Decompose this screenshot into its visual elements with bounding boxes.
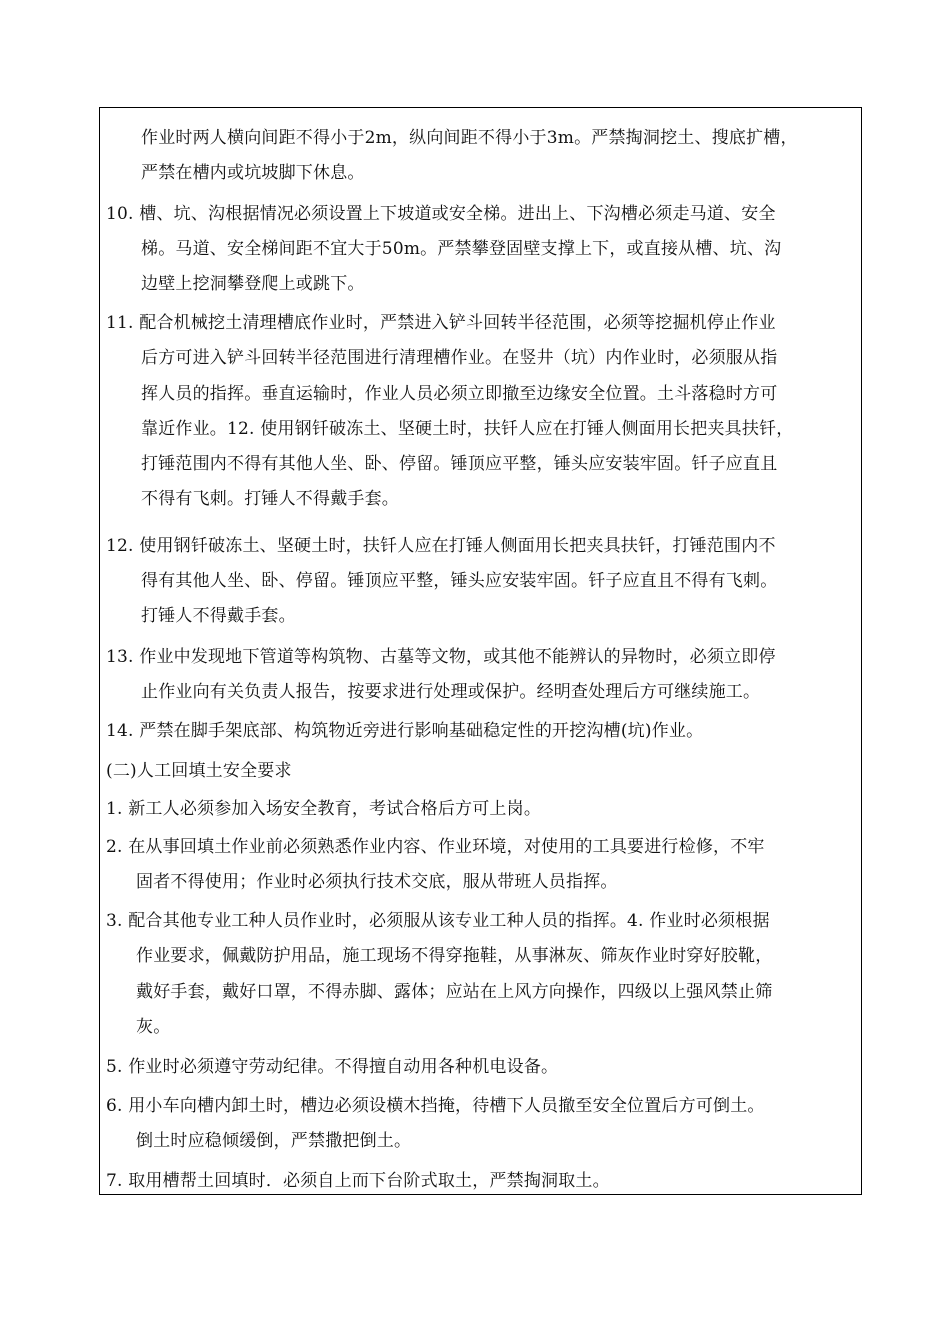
item-13-line-2: 止作业向有关负责人报告，按要求进行处理或保护。经明查处理后方可继续施工。 <box>141 682 761 702</box>
item-10-line-2: 梯。马道、安全梯间距不宜大于50m。严禁攀登固壁支撑上下，或直接从槽、坑、沟 <box>141 239 782 259</box>
item-13-line-1: 13. 作业中发现地下管道等构筑物、古墓等文物，或其他不能辨认的异物时，必须立即停 <box>106 647 776 667</box>
item-10-line-3: 边壁上挖洞攀登爬上或跳下。 <box>141 274 365 294</box>
backfill-item-7: 7. 取用槽帮土回填时．必须自上而下台阶式取土，严禁掏洞取土。 <box>106 1171 610 1191</box>
section-heading: (二)人工回填土安全要求 <box>106 761 292 781</box>
backfill-item-2-line-1: 2. 在从事回填土作业前必须熟悉作业内容、作业环境，对使用的工具要进行检修，不牢 <box>106 837 765 857</box>
document-frame <box>99 107 862 1195</box>
item-11-line-5: 打锤范围内不得有其他人坐、卧、停留。锤顶应平整，锤头应安装牢固。钎子应直且 <box>141 454 778 474</box>
item-11-line-1: 11. 配合机械挖土清理槽底作业时，严禁进入铲斗回转半径范围，必须等挖掘机停止作业 <box>106 313 776 333</box>
backfill-item-3-line-1: 3. 配合其他专业工种人员作业时，必须服从该专业工种人员的指挥。4. 作业时必须根据 <box>106 911 770 931</box>
backfill-item-2-line-2: 固者不得使用；作业时必须执行技术交底，服从带班人员指挥。 <box>136 872 618 892</box>
intro-line-1: 作业时两人横向间距不得小于2m，纵向间距不得小于3m。严禁掏洞挖土、搜底扩槽， <box>141 128 798 148</box>
intro-line-2: 严禁在槽内或坑坡脚下休息。 <box>141 163 365 183</box>
backfill-item-5: 5. 作业时必须遵守劳动纪律。不得擅自动用各种机电设备。 <box>106 1057 559 1077</box>
item-11-line-3: 挥人员的指挥。垂直运输时，作业人员必须立即撤至边缘安全位置。土斗落稳时方可 <box>141 384 778 404</box>
backfill-item-3-line-3: 戴好手套，戴好口罩，不得赤脚、露体；应站在上风方向操作，四级以上强风禁止筛 <box>136 982 773 1002</box>
item-11-line-4: 靠近作业。12. 使用钢钎破冻土、坚硬土时，扶钎人应在打锤人侧面用长把夹具扶钎， <box>141 419 794 439</box>
item-12-line-3: 打锤人不得戴手套。 <box>141 606 296 626</box>
backfill-item-6-line-1: 6. 用小车向槽内卸土时，槽边必须设横木挡掩，待槽下人员撤至安全位置后方可倒土。 <box>106 1096 765 1116</box>
item-12-line-2: 得有其他人坐、卧、停留。锤顶应平整，锤头应安装牢固。钎子应直且不得有飞刺。 <box>141 571 778 591</box>
item-11-line-6: 不得有飞刺。打锤人不得戴手套。 <box>141 489 399 509</box>
backfill-item-3-line-2: 作业要求，佩戴防护用品，施工现场不得穿拖鞋，从事淋灰、筛灰作业时穿好胶靴， <box>136 946 773 966</box>
backfill-item-1: 1. 新工人必须参加入场安全教育，考试合格后方可上岗。 <box>106 799 542 819</box>
item-10-line-1: 10. 槽、坑、沟根据情况必须设置上下坡道或安全梯。进出上、下沟槽必须走马道、安全 <box>106 204 776 224</box>
backfill-item-6-line-2: 倒土时应稳倾缓倒，严禁撒把倒土。 <box>136 1131 412 1151</box>
item-11-line-2: 后方可进入铲斗回转半径范围进行清理槽作业。在竖井（坑）内作业时，必须服从指 <box>141 348 778 368</box>
item-12-line-1: 12. 使用钢钎破冻土、坚硬土时，扶钎人应在打锤人侧面用长把夹具扶钎，打锤范围内不 <box>106 536 776 556</box>
backfill-item-3-line-4: 灰。 <box>136 1017 171 1037</box>
item-14-line-1: 14. 严禁在脚手架底部、构筑物近旁进行影响基础稳定性的开挖沟槽(坑)作业。 <box>106 721 704 741</box>
